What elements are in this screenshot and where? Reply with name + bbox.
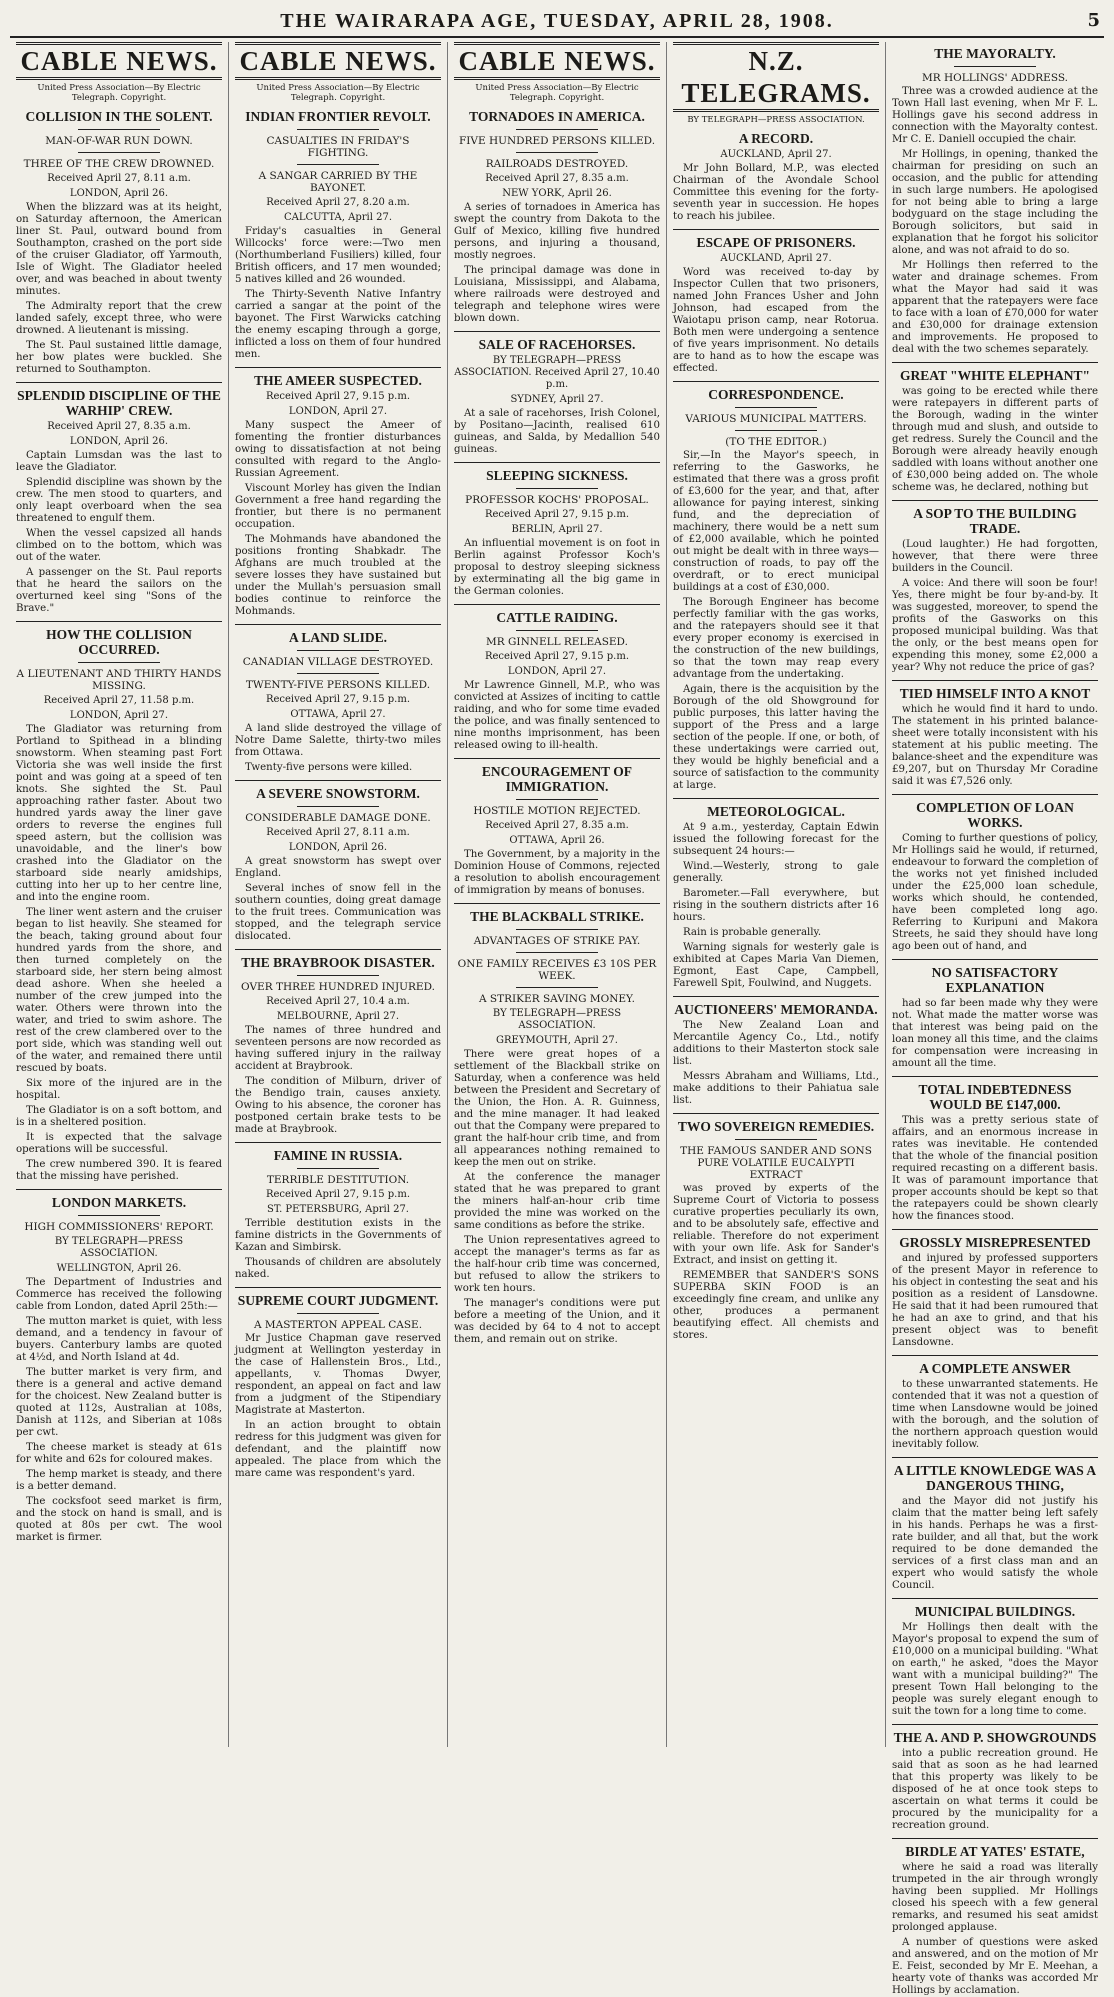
article-headline: GREAT "WHITE ELEPHANT" bbox=[899, 368, 1091, 383]
subhead-divider bbox=[516, 488, 598, 489]
article bbox=[235, 109, 441, 361]
place-dateline: AUCKLAND, April 27. bbox=[720, 149, 832, 160]
article-paragraph: The cheese market is steady at 61s for white and 62s for coloured makes. bbox=[16, 1442, 222, 1465]
place-dateline: NEW YORK, April 26. bbox=[502, 188, 612, 199]
subhead-divider bbox=[297, 650, 379, 651]
article-headline: A LAND SLIDE. bbox=[289, 630, 387, 645]
article-divider bbox=[892, 1229, 1098, 1230]
article-subheadline: VARIOUS MUNICIPAL MATTERS. bbox=[685, 413, 867, 425]
article-paragraph: and injured by professed supporters of the present Mayor in reference to his object in contesting the seat and his position as a resident of Lansdowne. He said that it had been rumoured that he had an axe to grind, and that his present object was to benefit Lansdowne. bbox=[892, 1253, 1098, 1348]
article-paragraph: Three was a crowded audience at the Town Hall last evening, when Mr F. L. Hollings gave his second address in connection with the Mayoralty contest. Mr C. E. Daniell occupied the chair. bbox=[892, 86, 1098, 145]
article-subheadline: CONSIDERABLE DAMAGE DONE. bbox=[245, 812, 431, 824]
article-subheadline: HIGH COMMISSIONERS' REPORT. bbox=[24, 1221, 214, 1233]
article bbox=[235, 786, 441, 943]
subhead-divider bbox=[516, 129, 598, 130]
article-paragraph: The crew numbered 390. It is feared that the missing have perished. bbox=[16, 1159, 222, 1182]
article bbox=[16, 388, 222, 615]
article-paragraph: When the vessel capsized all hands climbed on to the bottom, which was out of the water. bbox=[16, 528, 222, 563]
article bbox=[16, 109, 222, 376]
article-subheadline: A MASTERTON APPEAL CASE. bbox=[253, 1319, 423, 1331]
article-paragraph: The hemp market is steady, and there is a better demand. bbox=[16, 1469, 222, 1492]
received-dateline: Received April 27, 8.35 a.m. bbox=[485, 173, 629, 184]
article-paragraph: Mr Hollings, in opening, thanked the chairman for presiding on such an occasion, and the public for attending in such large numbers. He apologised for not being able to bring a large bodyguard on the stage including the Borough solicitors, but said in explanation that he forgot his solicitor alone, and was not afraid to do so. bbox=[892, 149, 1098, 256]
subhead-divider bbox=[516, 929, 598, 930]
article-divider bbox=[235, 367, 441, 368]
received-dateline: Received April 27, 8.11 a.m. bbox=[266, 827, 410, 838]
place-dateline: AUCKLAND, April 27. bbox=[720, 253, 832, 264]
article-divider bbox=[673, 1113, 879, 1114]
article-headline: THE BRAYBROOK DISASTER. bbox=[241, 955, 435, 970]
article-paragraph: had so far been made why they were not. What made the matter worse was that interest was being paid on the loan money all this time, and the claims for compensation were increasing in amount all the time. bbox=[892, 998, 1098, 1069]
article-paragraph: Wind.—Westerly, strong to gale generally. bbox=[673, 861, 879, 884]
article-paragraph: to these unwarranted statements. He contended that it was not a question of time when Lansdowne would be joined with the borough, and the solution of the northern approach question would inevitably follow. bbox=[892, 1379, 1098, 1450]
column-heading: CABLE NEWS. bbox=[454, 42, 660, 80]
column-heading: CABLE NEWS. bbox=[16, 42, 222, 80]
article bbox=[673, 235, 879, 375]
place-dateline: OTTAWA, April 27. bbox=[290, 709, 386, 720]
received-dateline: Received April 27, 8.35 a.m. bbox=[47, 421, 191, 432]
article-headline: ESCAPE OF PRISONERS. bbox=[696, 235, 856, 250]
subhead-divider bbox=[735, 1139, 817, 1140]
article-headline: SUPREME COURT JUDGMENT. bbox=[237, 1293, 439, 1308]
article-paragraph: Mr John Bollard, M.P., was elected Chairman of the Avondale School Committee this evening for the forty-seventh year in succession. He hopes to reach his jubilee. bbox=[673, 163, 879, 222]
article-paragraph: Viscount Morley has given the Indian Government a free hand regarding the frontier, but there is no permanent occupation. bbox=[235, 483, 441, 530]
article-divider bbox=[673, 996, 879, 997]
article-subheadline: MAN-OF-WAR RUN DOWN. bbox=[45, 135, 193, 147]
article-paragraph: The manager's conditions were put before a meeting of the Union, and it was decided by 64 to 4 not to accept them, and remain out on strike. bbox=[454, 1298, 660, 1345]
article-divider bbox=[235, 780, 441, 781]
subhead-divider bbox=[78, 662, 160, 663]
article-subheadline: A LIEUTENANT AND THIRTY HANDS MISSING. bbox=[16, 668, 222, 692]
article-divider bbox=[892, 1355, 1098, 1356]
article-paragraph: Many suspect the Ameer of fomenting the frontier disturbances owing to dissatisfaction at not being consulted with regard to the Anglo-Russian Agreement. bbox=[235, 420, 441, 479]
article-paragraph: which he would find it hard to undo. The statement in his printed balance-sheet were totally inconsistent with his statement at his public meeting. The balance-sheet and the expenditure was £9,207, but on Thursday Mr Coradine said it was £7,526 only. bbox=[892, 704, 1098, 787]
article bbox=[892, 46, 1098, 356]
article-paragraph: Messrs Abraham and Williams, Ltd., make additions to their Pahiatua sale list. bbox=[673, 1071, 879, 1106]
article-divider bbox=[892, 794, 1098, 795]
place-dateline: WELLINGTON, April 26. bbox=[56, 1263, 182, 1274]
article bbox=[892, 368, 1098, 494]
article bbox=[892, 686, 1098, 788]
article-paragraph: Several inches of snow fell in the southern counties, doing great damage to the fruit trees. Communication was stopped, and the telegraph service dislocated. bbox=[235, 883, 441, 942]
place-dateline: LONDON, April 26. bbox=[69, 188, 169, 199]
article-headline: SALE OF RACEHORSES. bbox=[478, 337, 636, 352]
article bbox=[892, 1463, 1098, 1592]
article-divider bbox=[16, 621, 222, 622]
article-paragraph: Splendid discipline was shown by the crew. The men stood to quarters, and only leapt overboard when the sea threatened to engulf them. bbox=[16, 477, 222, 524]
article-paragraph: Rain is probable generally. bbox=[683, 927, 822, 938]
article-subheadline: MR HOLLINGS' ADDRESS. bbox=[921, 72, 1068, 84]
received-dateline: BY TELEGRAPH—PRESS ASSOCIATION. bbox=[54, 1236, 184, 1259]
article-paragraph: and the Mayor did not justify his claim that the matter being left safely in his hands. Perhaps he was a first-rate builder, and all that, but the work required to be done demanded the services of a first class man and an expert who would satisfy the whole Council. bbox=[892, 1496, 1098, 1591]
place-dateline: MELBOURNE, April 27. bbox=[276, 1011, 400, 1022]
received-dateline: Received April 27, 11.58 p.m. bbox=[43, 695, 195, 706]
column-5 bbox=[886, 42, 1104, 1996]
article-paragraph: At a sale of racehorses, Irish Colonel, by Positano—Jacinth, realised 610 guineas, and Salda, by Medallion 540 guineas. bbox=[454, 408, 660, 455]
article bbox=[235, 1293, 441, 1480]
article-paragraph: Captain Lumsdan was the last to leave the Gladiator. bbox=[16, 450, 222, 473]
article-divider bbox=[235, 949, 441, 950]
article-headline: NO SATISFACTORY EXPLANATION bbox=[931, 965, 1059, 995]
received-dateline: Received April 27, 9.15 p.m. bbox=[484, 509, 630, 520]
article bbox=[892, 1082, 1098, 1223]
article-paragraph: REMEMBER that SANDER'S SONS SUPERBA SKIN FOOD is an exceedingly fine cream, and unlike any other, produces a permanent beautifying effect. All chemists and stores. bbox=[673, 1270, 879, 1341]
article-subheadline: FIVE HUNDRED PERSONS KILLED. bbox=[458, 135, 656, 147]
article bbox=[454, 468, 660, 598]
article-divider bbox=[892, 1076, 1098, 1077]
article-paragraph: Mr Justice Chapman gave reserved judgment at Wellington yesterday in the case of Hallenstein Bros., Ltd., appellants, v. Thomas Dwyer, respondent, an appeal on fact and law from a judgment of the Stipendiary Magistrate at Masterton. bbox=[235, 1333, 441, 1416]
place-dateline: LONDON, April 26. bbox=[288, 842, 388, 853]
article-paragraph: Thousands of children are absolutely naked. bbox=[235, 1257, 441, 1280]
article-paragraph: The Gladiator was returning from Portland to Spithead in a blinding snowstorm. When steaming past Fort Victoria she was well inside the first point and was going at a speed of ten knots. She sighted the St. Paul approaching rather faster. About two hundred yards away the liner gave orders to reverse the engines full speed astern, but the collision was unavoidable, and the liner's bow crashed into the Gladiator on the starboard side nearly amidships, cutting into her up to her centre line, and into the engine room. bbox=[16, 724, 222, 903]
column-1 bbox=[10, 42, 229, 1747]
subhead-divider bbox=[297, 1168, 379, 1169]
article bbox=[892, 1730, 1098, 1832]
place-dateline: SYDNEY, April 27. bbox=[510, 394, 604, 405]
article-subheadline: ONE FAMILY RECEIVES £3 10S PER WEEK. bbox=[457, 958, 657, 982]
article-headline: A LITTLE KNOWLEDGE WAS A DANGEROUS THING, bbox=[893, 1463, 1097, 1493]
received-dateline: BY TELEGRAPH—PRESS ASSOCIATION. bbox=[492, 1008, 622, 1031]
article bbox=[673, 387, 879, 792]
subhead-divider bbox=[735, 430, 817, 431]
place-dateline: CALCUTTA, April 27. bbox=[283, 212, 393, 223]
subhead-divider bbox=[297, 806, 379, 807]
subhead-divider bbox=[516, 799, 598, 800]
article-paragraph: The Mohmands have abandoned the positions fronting Shabkadr. The Afghans are much troubled at the severe losses they have sustained but under the Mullah's persuasion small bodies continue to reinforce the Mohmands. bbox=[235, 534, 441, 617]
article-paragraph: An influential movement is on foot in Berlin against Professor Koch's proposal to destroy sleeping sickness by exterminating all the big game in the German colonies. bbox=[454, 538, 660, 597]
column-4 bbox=[667, 42, 886, 1747]
article-divider bbox=[454, 462, 660, 463]
article-paragraph: When the blizzard was at its height, on Saturday afternoon, the American liner St. Paul, outward bound from Southampton, crashed on the port side of the cruiser Gladiator, off Yarmouth, Isle of Wight. The Gladiator heeled over, and was beached in about twenty minutes. bbox=[16, 202, 222, 297]
article bbox=[235, 373, 441, 618]
column-heading: CABLE NEWS. bbox=[235, 42, 441, 80]
article-subheadline: TWENTY-FIVE PERSONS KILLED. bbox=[245, 679, 431, 691]
article-paragraph: Word was received to-day by Inspector Cullen that two prisoners, named John Frances Usher and John Johnson, had escaped from the Waiotapu prison camp, near Rotorua. Both men were undergoing a sentence of five years imprisonment. No details are to hand as to how the escape was effected. bbox=[673, 267, 879, 374]
article-paragraph: A passenger on the St. Paul reports that he heard the sailors on the overturned keel sing "Sons of the Brave." bbox=[16, 567, 222, 614]
place-dateline: LONDON, April 27. bbox=[69, 710, 169, 721]
article-divider bbox=[892, 500, 1098, 501]
article-divider bbox=[892, 362, 1098, 363]
article-headline: A COMPLETE ANSWER bbox=[919, 1361, 1071, 1376]
article bbox=[454, 337, 660, 456]
article-paragraph: Again, there is the acquisition by the Borough of the old Showground for public purposes, this latter having the support of the Press and a large section of the people. If one, or both, of these undertakings were carried out, they would be highly beneficial and a source of satisfaction to the community at large. bbox=[673, 684, 879, 791]
column-credit: BY TELEGRAPH—PRESS ASSOCIATION. bbox=[687, 115, 865, 125]
article-paragraph: (Loud laughter.) He had forgotten, however, that there were three builders in the Council. bbox=[892, 539, 1098, 574]
article-paragraph: was proved by experts of the Supreme Court of Victoria to possess curative properties peculiarly its own, and to be absolutely safe, effective and reliable. Therefore do not experiment with your own life. Ask for Sander's Extract, and insist on getting it. bbox=[673, 1183, 879, 1266]
article-divider bbox=[235, 624, 441, 625]
article-subheadline: HOSTILE MOTION REJECTED. bbox=[473, 805, 641, 817]
article-headline: ENCOURAGEMENT OF IMMIGRATION. bbox=[481, 764, 633, 794]
article-divider bbox=[454, 758, 660, 759]
article-divider bbox=[16, 382, 222, 383]
column-heading: N.Z. TELEGRAMS. bbox=[673, 42, 879, 112]
article bbox=[892, 965, 1098, 1070]
place-dateline: BERLIN, April 27. bbox=[511, 524, 603, 535]
article-paragraph: The cocksfoot seed market is firm, and the stock on hand is small, and is quoted at 80s per cwt. The wool market is firmer. bbox=[16, 1496, 222, 1543]
column-credit: United Press Association—By Electric Telegraph. Copyright. bbox=[37, 83, 201, 103]
article-paragraph: The Borough Engineer has become perfectly familiar with the gas works, and the ratepayers should see it that every proper economy is exercised in the construction of the new buildings, so that the town may reap every advantage from the undertaking. bbox=[673, 597, 879, 680]
article-divider bbox=[235, 1142, 441, 1143]
article-paragraph: The mutton market is quiet, with less demand, and a tendency in favour of buyers. Canterbury lambs are quoted at 4½d, and North Island at 4d. bbox=[16, 1316, 222, 1363]
article-paragraph: Twenty-five persons were killed. bbox=[245, 762, 413, 773]
article bbox=[892, 1235, 1098, 1349]
article bbox=[892, 1604, 1098, 1718]
article-paragraph: where he said a road was literally trumpeted in the air through wrongly having been supplied. Mr Hollings closed his speech with a few general remarks, and resumed his seat amidst prolonged applause. bbox=[892, 1862, 1098, 1933]
article-headline: TIED HIMSELF INTO A KNOT bbox=[899, 686, 1091, 701]
article-paragraph: A number of questions were asked and answered, and on the motion of Mr E. Feist, seconded by Mr E. Meehan, a hearty vote of thanks was accorded Mr Hollings by acclamation. bbox=[892, 1937, 1098, 1996]
article-paragraph: Barometer.—Fall everywhere, but rising in the southern districts after 16 hours. bbox=[673, 888, 879, 923]
article-headline: INDIAN FRONTIER REVOLT. bbox=[245, 109, 431, 124]
columns-container bbox=[10, 42, 1104, 1996]
article-paragraph: A series of tornadoes in America has swept the country from Dakota to the Gulf of Mexico, killing five hundred persons, and injuring a thousand, mostly negroes. bbox=[454, 202, 660, 261]
subhead-divider bbox=[297, 164, 379, 165]
article-paragraph: Terrible destitution exists in the famine districts in the Governments of Kazan and Simbirsk. bbox=[235, 1218, 441, 1253]
article-paragraph: The Thirty-Seventh Native Infantry carried a sangar at the point of the bayonet. The First Warwicks catching the enemy escaping through a gorge, inflicted a loss on them of four hundred men. bbox=[235, 289, 441, 360]
article-headline: A RECORD. bbox=[738, 131, 814, 146]
article-headline: THE MAYORALTY. bbox=[934, 46, 1056, 61]
article-subheadline: TERRIBLE DESTITUTION. bbox=[266, 1174, 410, 1186]
received-dateline: Received April 27, 8.11 a.m. bbox=[47, 173, 191, 184]
article-paragraph: The butter market is very firm, and there is a general and active demand for the choicest. New Zealand butter is quoted at 112s, Australian at 108s, Danish at 112s, and Siberian at 108s per cwt. bbox=[16, 1367, 222, 1438]
article-paragraph: At 9 a.m., yesterday, Captain Edwin issued the following forecast for the subsequent 24 hours:— bbox=[673, 822, 879, 857]
article-paragraph: The New Zealand Loan and Mercantile Agency Co., Ltd., notify additions to their Masterton stock sale list. bbox=[673, 1020, 879, 1067]
article-headline: COMPLETION OF LOAN WORKS. bbox=[916, 800, 1074, 830]
article-subheadline: MR GINNELL RELEASED. bbox=[486, 636, 628, 648]
article-subheadline: CASUALTIES IN FRIDAY'S FIGHTING. bbox=[266, 135, 410, 159]
received-dateline: Received April 27, 9.15 p.m. bbox=[265, 1189, 411, 1200]
article-divider bbox=[892, 680, 1098, 681]
article-divider bbox=[892, 1457, 1098, 1458]
column-credit: United Press Association—By Electric Telegraph. Copyright. bbox=[256, 83, 420, 103]
received-dateline: BY TELEGRAPH—PRESS ASSOCIATION. Received April 27, 10.40 p.m. bbox=[454, 355, 660, 390]
article-divider bbox=[892, 1598, 1098, 1599]
article-divider bbox=[892, 1838, 1098, 1839]
article-paragraph: A land slide destroyed the village of Notre Dame Salette, thirty-two miles from Ottawa. bbox=[235, 723, 441, 758]
article-paragraph: The liner went astern and the cruiser began to list heavily. She steamed for the beach, taking ground about four hundred yards from the shore, and then turned completely on the starboard side, her stern being almost dead ashore. When she heeled a number of the crew jumped into the water. Others were thrown into the water, and tried to swim ashore. The rest of the crew clambered over to the port side, which was standing well out of the water, and remained there until rescued by boats. bbox=[16, 907, 222, 1074]
received-dateline: Received April 27, 9.15 p.m. bbox=[484, 651, 630, 662]
article-divider bbox=[235, 1287, 441, 1288]
subhead-divider bbox=[516, 987, 598, 988]
article-paragraph: Coming to further questions of policy, Mr Hollings said he would, if returned, endeavour to forward the completion of the works not yet finished included under the £25,000 loan schedule, works which should, he contended, have been completed long ago. Referring to Kuripuni and Makora Streets, he said they should have long ago been out of hand, and bbox=[892, 833, 1098, 952]
article-paragraph: Mr Hollings then dealt with the Mayor's proposal to expend the sum of £10,000 on a municipal building. "What on earth," he asked, "does the Mayor want with a municipal building?" The present Town Hall belonging to the people was surely elegant enough to suit the town for a long time to come. bbox=[892, 1622, 1098, 1717]
article-headline: BIRDLE AT YATES' ESTATE, bbox=[905, 1844, 1085, 1859]
article-headline: TWO SOVEREIGN REMEDIES. bbox=[677, 1119, 875, 1134]
subhead-divider bbox=[297, 673, 379, 674]
article-headline: THE AMEER SUSPECTED. bbox=[254, 373, 422, 388]
article-divider bbox=[454, 604, 660, 605]
article-subheadline: (TO THE EDITOR.) bbox=[725, 436, 827, 448]
article-headline: TOTAL INDEBTEDNESS WOULD BE £147,000. bbox=[918, 1082, 1072, 1112]
article-headline: FAMINE IN RUSSIA. bbox=[273, 1148, 403, 1163]
article bbox=[892, 800, 1098, 953]
article-paragraph: The Union representatives agreed to accept the manager's terms as far as the half-hour crib time was concerned, but refused to allow the strikers to work ten hours. bbox=[454, 1235, 660, 1294]
article-paragraph: Six more of the injured are in the hospital. bbox=[16, 1078, 222, 1101]
subhead-divider bbox=[297, 129, 379, 130]
subhead-divider bbox=[78, 129, 160, 130]
article-subheadline: THE FAMOUS SANDER AND SONS PURE VOLATILE EUCALYPTI EXTRACT bbox=[680, 1145, 872, 1181]
article-paragraph: was going to be erected while there were ratepayers in different parts of the Borough, wading in the winter through mud and slush, and outside to get redress. Surely the Council and the Borough were already heavily enough saddled with loans without another one of £30,000 being added on. The whole scheme was, he declared, nothing but bbox=[892, 386, 1098, 493]
place-dateline: GREYMOUTH, April 27. bbox=[496, 1035, 618, 1046]
article-headline: CORRESPONDENCE. bbox=[708, 387, 844, 402]
article-paragraph: In an action brought to obtain redress for this judgment was given for defendant, and the plaintiff now appealed. The place from which the mare came was respondent's yard. bbox=[235, 1420, 441, 1479]
article bbox=[673, 804, 879, 990]
article-paragraph: The Department of Industries and Commerce has received the following cable from London, dated April 25th:— bbox=[16, 1277, 222, 1312]
article-headline: SLEEPING SICKNESS. bbox=[486, 468, 628, 483]
article-subheadline: CANADIAN VILLAGE DESTROYED. bbox=[242, 656, 434, 668]
article-headline: THE BLACKBALL STRIKE. bbox=[470, 909, 644, 924]
article-subheadline: THREE OF THE CREW DROWNED. bbox=[23, 158, 215, 170]
subhead-divider bbox=[78, 152, 160, 153]
article-headline: AUCTIONEERS' MEMORANDA. bbox=[674, 1002, 878, 1017]
article bbox=[16, 1195, 222, 1544]
article bbox=[235, 1148, 441, 1281]
article-headline: GROSSLY MISREPRESENTED bbox=[899, 1235, 1091, 1250]
article-paragraph: It is expected that the salvage operations will be successful. bbox=[16, 1132, 222, 1155]
article-subheadline: RAILROADS DESTROYED. bbox=[485, 158, 629, 170]
masthead bbox=[10, 6, 1104, 38]
article-subheadline: ADVANTAGES OF STRIKE PAY. bbox=[473, 935, 641, 947]
article-paragraph: The names of three hundred and seventeen persons are now recorded as having suffered injury in the railway accident at Braybrook. bbox=[235, 1025, 441, 1072]
column-2 bbox=[229, 42, 448, 1747]
article-paragraph: There were great hopes of a settlement of the Blackball strike on Saturday, when a conference was held between the President and Secretary of the Union, the Hon. A. R. Guinness, and the mine manager. It had leaked out that the Company were prepared to grant the half-hour crib time, and from all appearances nothing remained to keep the men out on strike. bbox=[454, 1049, 660, 1168]
article bbox=[892, 1844, 1098, 1997]
article bbox=[673, 1002, 879, 1107]
article bbox=[235, 630, 441, 774]
article-headline: SPLENDID DISCIPLINE OF THE WARHIP' CREW. bbox=[17, 388, 221, 418]
article-divider bbox=[454, 903, 660, 904]
article-headline: TORNADOES IN AMERICA. bbox=[469, 109, 645, 124]
article-subheadline: OVER THREE HUNDRED INJURED. bbox=[241, 981, 435, 993]
article-paragraph: Warning signals for westerly gale is exhibited at Capes Maria Van Diemen, Egmont, East Cape, Campbell, Farewell Spit, Foulwind, and Nuggets. bbox=[673, 942, 879, 989]
place-dateline: ST. PETERSBURG, April 27. bbox=[267, 1204, 409, 1215]
subhead-divider bbox=[735, 407, 817, 408]
article bbox=[892, 1361, 1098, 1451]
subhead-divider bbox=[78, 1215, 160, 1216]
article-paragraph: The Gladiator is on a soft bottom, and is in a sheltered position. bbox=[16, 1105, 222, 1128]
article-divider bbox=[892, 1724, 1098, 1725]
article bbox=[454, 909, 660, 1346]
article-paragraph: The condition of Milburn, driver of the Bendigo train, causes anxiety. Owing to his absence, the coroner has postponed certain brake tests to be made at Braybrook. bbox=[235, 1076, 441, 1135]
subhead-divider bbox=[516, 152, 598, 153]
article-paragraph: A voice: And there will soon be four! Yes, there might be four by-and-by. It was suggested, moreover, to spend the profits of the Gasworks on this proposed municipal building. Was that the only, or the best means open for expending this money, some £2,000 a year? Why not reduce the price of gas? bbox=[892, 578, 1098, 673]
article-divider bbox=[892, 959, 1098, 960]
received-dateline: Received April 27, 8.20 a.m. bbox=[266, 197, 410, 208]
article-headline: COLLISION IN THE SOLENT. bbox=[25, 109, 213, 124]
article-headline: METEOROLOGICAL. bbox=[707, 804, 845, 819]
place-dateline: OTTAWA, April 26. bbox=[509, 835, 605, 846]
article-paragraph: This was a pretty serious state of affairs, and an enormous increase in rates was inevitable. He contended that the whole of the financial position required recasting on a different basis. It was of paramount importance that proper accounts should be kept so that the ratepayers could be shown clearly how the finances stood. bbox=[892, 1115, 1098, 1222]
subhead-divider bbox=[297, 1313, 379, 1314]
article-headline: LONDON MARKETS. bbox=[51, 1195, 187, 1210]
article-paragraph: Mr Hollings then referred to the water and drainage schemes. From what the Mayor had said it was apparent that the ratepayers were face to face with a loan of £70,000 for water and £30,000 for drainage extension and improvements. He proposed to deal with the two schemes separately. bbox=[892, 260, 1098, 355]
article-paragraph: Friday's casualties in General Willcocks' force were:—Two men (Northumberland Fusiliers) killed, four British officers, and 17 men wounded; 5 natives killed and 26 wounded. bbox=[235, 226, 441, 285]
article-paragraph: Sir,—In the Mayor's speech, in referring to the Gasworks, he estimated that there was a gross profit of £3,600 for the year, and that, after allowance for paying interest, sinking fund, and the depreciation of machinery, there would be a nett sum of £2,000 available, which he pointed out might be dealt with in three ways—construction of roads, to pay off the overdraft, or to erect municipal buildings at a cost of £30,000. bbox=[673, 450, 879, 593]
article bbox=[892, 506, 1098, 674]
article-headline: A SEVERE SNOWSTORM. bbox=[256, 786, 420, 801]
column-3 bbox=[448, 42, 667, 1747]
article-headline: MUNICIPAL BUILDINGS. bbox=[914, 1604, 1076, 1619]
article-paragraph: The Admiralty report that the crew landed safely, except three, who were drowned. A lieutenant is missing. bbox=[16, 301, 222, 336]
article-paragraph: A great snowstorm has swept over England. bbox=[235, 856, 441, 879]
article-paragraph: The St. Paul sustained little damage, her bow plates were buckled. She returned to Southampton. bbox=[16, 340, 222, 375]
subhead-divider bbox=[297, 975, 379, 976]
article bbox=[454, 109, 660, 325]
place-dateline: LONDON, April 27. bbox=[288, 406, 388, 417]
place-dateline: LONDON, April 26. bbox=[69, 436, 169, 447]
article-subheadline: A STRIKER SAVING MONEY. bbox=[479, 993, 635, 1005]
article-divider bbox=[16, 1189, 222, 1190]
article bbox=[673, 1119, 879, 1342]
subhead-divider bbox=[954, 66, 1036, 67]
received-dateline: Received April 27, 8.35 a.m. bbox=[485, 820, 629, 831]
received-dateline: Received April 27, 10.4 a.m. bbox=[266, 996, 410, 1007]
article-paragraph: into a public recreation ground. He said that as soon as he had learned that this property was likely to be disposed of he at once took steps to ascertain on what terms it could be procured by the municipality for a recreation ground. bbox=[892, 1748, 1098, 1831]
article-divider bbox=[673, 798, 879, 799]
article-subheadline: A SANGAR CARRIED BY THE BAYONET. bbox=[258, 170, 418, 194]
article-divider bbox=[454, 331, 660, 332]
received-dateline: Received April 27, 9.15 p.m. bbox=[265, 694, 411, 705]
received-dateline: Received April 27, 9.15 p.m. bbox=[265, 391, 411, 402]
article-paragraph: The principal damage was done in Louisiana, Mississippi, and Alabama, where railroads were destroyed and telegraph and telephone wires were blown down. bbox=[454, 265, 660, 324]
article-paragraph: Mr Lawrence Ginnell, M.P., who was convicted at Assizes of inciting to cattle raiding, and who for some time evaded the police, and was finally sentenced to nine months imprisonment, has been released owing to ill-health. bbox=[454, 680, 660, 751]
article bbox=[235, 955, 441, 1136]
article bbox=[454, 610, 660, 752]
article-paragraph: The Government, by a majority in the Dominion House of Commons, rejected a resolution to abolish encouragement of immigration by means of bonuses. bbox=[454, 849, 660, 896]
subhead-divider bbox=[516, 952, 598, 953]
article bbox=[673, 131, 879, 223]
article-headline: HOW THE COLLISION OCCURRED. bbox=[46, 627, 192, 657]
masthead-title: THE WAIRARAPA AGE, TUESDAY, APRIL 28, 1908. bbox=[280, 10, 834, 32]
place-dateline: LONDON, April 27. bbox=[507, 666, 607, 677]
article-paragraph: At the conference the manager stated that he was prepared to grant the miners half-an-hour crib time provided the mine was worked on the same conditions as before the strike. bbox=[454, 1172, 660, 1231]
subhead-divider bbox=[516, 630, 598, 631]
article bbox=[16, 627, 222, 1183]
article-divider bbox=[673, 229, 879, 230]
article bbox=[454, 764, 660, 897]
article-headline: THE A. AND P. SHOWGROUNDS bbox=[893, 1730, 1097, 1745]
article-subheadline: PROFESSOR KOCHS' PROPOSAL. bbox=[465, 494, 649, 506]
page-number: 5 bbox=[1087, 10, 1100, 31]
article-headline: A SOP TO THE BUILDING TRADE. bbox=[913, 506, 1077, 536]
article-headline: CATTLE RAIDING. bbox=[496, 610, 618, 625]
article-divider bbox=[673, 381, 879, 382]
column-credit: United Press Association—By Electric Telegraph. Copyright. bbox=[475, 83, 639, 103]
